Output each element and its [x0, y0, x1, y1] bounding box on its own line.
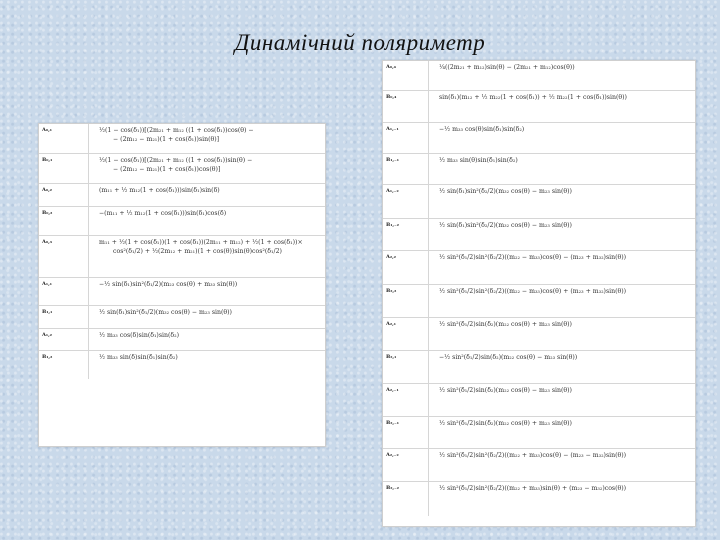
formula-row	[39, 184, 325, 207]
formula-line: ½ m₃₃ sin(θ)sin(δ₁)sin(δ₂)	[439, 157, 518, 164]
formula-row	[39, 154, 325, 184]
formula-row	[383, 449, 695, 482]
coefficient-label: B₂,₂	[383, 285, 429, 317]
coefficient-formula	[429, 482, 695, 516]
formula-line: −½ sin²(δ₁/2)sin(δ₂)(m₂₂ cos(θ) − m₂₃ sin(θ))	[439, 354, 578, 361]
coefficient-formula	[89, 236, 325, 277]
coefficient-formula	[429, 417, 695, 448]
coefficient-label: A₀,₄	[383, 61, 429, 90]
formula-line: ½ sin²(δ₁/2)sin(δ₂)(m₂₂ cos(θ) + m₂₃ sin(θ))	[439, 321, 572, 328]
formula-line: ½(1 − cos(δ₁))[(2m₂₁ + m₁₂ ((1 + cos(δ₁))cos(θ) −	[99, 127, 254, 134]
formula-row	[383, 384, 695, 417]
formula-line: ½(1 − cos(δ₁))[(2m₂₁ + m₁₂ ((1 + cos(δ₁))sin(θ) −	[99, 157, 253, 164]
formula-line: −½ m₃₃ cos(θ)sin(δ₁)sin(δ₂)	[439, 126, 525, 133]
coefficient-label: A₀,₁	[39, 124, 89, 153]
formula-line: ¼((2m₂₁ + m₁₂)sin(θ) − (2m₂₁ + m₁₂)cos(θ))	[439, 64, 575, 71]
coefficient-formula	[429, 384, 695, 416]
coefficient-label: B₀,₂	[39, 207, 89, 235]
coefficient-formula	[429, 449, 695, 481]
coefficient-label: A₂,₂	[383, 251, 429, 284]
coefficient-formula	[429, 285, 695, 317]
coefficient-label: A₁,₋₂	[383, 185, 429, 218]
formula-row	[383, 219, 695, 251]
formula-line: (m₁₁ + ½ m₁₂(1 + cos(δ₁)))sin(δ₁)sin(δ)	[99, 187, 220, 194]
coefficient-formula	[89, 306, 325, 328]
formula-line: − (2m₁₂ − m₂₁)(1 + cos(δ₁))cos(θ)]	[113, 165, 221, 173]
coefficient-label: B₀,₄	[383, 91, 429, 122]
formula-row	[39, 329, 325, 351]
formula-line: ½ sin²(δ₁/2)sin²(δ₂/2)((m₂₂ − m₃₃)cos(θ) − (m₂₃ + m₃₂)sin(θ))	[439, 254, 627, 261]
coefficient-formula	[429, 61, 695, 90]
formula-line: ½ sin(δ₁)sin²(δ₂/2)(m₃₂ cos(θ) − m₂₃ sin(θ))	[439, 222, 572, 229]
coefficient-formula	[89, 351, 325, 379]
coefficient-label: B₂,₁	[383, 351, 429, 383]
formula-line: ½ sin(δ₁)sin²(δ₁/2)(m₃₂ cos(θ) − m₂₃ sin(θ))	[99, 309, 232, 316]
coefficient-formula	[89, 154, 325, 183]
formula-row	[39, 306, 325, 329]
formula-line: −½ sin(δ₁)sin²(δ₁/2)(m₂₃ cos(θ) + m₃₃ sin(θ))	[99, 281, 238, 288]
coefficient-formula	[429, 91, 695, 122]
coefficient-formula	[429, 351, 695, 383]
formula-row	[383, 318, 695, 351]
formula-line: −(m₁₁ + ½ m₁₂(1 + cos(δ₁)))sin(δ₁)cos(δ)	[99, 210, 227, 217]
coefficient-formula	[429, 251, 695, 284]
coefficient-formula	[89, 124, 325, 153]
coefficient-label: A₂,₋₂	[383, 449, 429, 481]
formula-line: sin(δ₁)(m₁₂ + ½ m₂₂(1 + cos(δ₁)) + ½ m₂₂(1 + cos(δ₁))sin(θ))	[439, 94, 627, 101]
coefficient-label: A₀,₃	[39, 236, 89, 277]
formula-line: ½ sin²(δ₁/2)sin²(δ₂/2)((m₂₂ + m₃₃)sin(θ) + (m₂₃ − m₃₂)cos(θ))	[439, 485, 627, 492]
coefficient-label: B₁,₁	[39, 306, 89, 328]
formula-line: ½ sin(δ₁)sin²(δ₂/2)(m₃₂ cos(θ) − m₂₃ sin(θ))	[439, 188, 572, 195]
coefficient-formula	[89, 184, 325, 206]
formula-line: m₁₁ + ½(1 + cos(δ₁))(1 + cos(δ₁))(2m₁₁ + m₁₂) + ½(1 + cos(δ₁))×	[99, 239, 303, 246]
formula-row	[383, 91, 695, 123]
formula-row	[383, 251, 695, 285]
formula-line: ½ sin²(δ₁/2)sin²(δ₂/2)((m₂₂ − m₃₃)cos(θ) + (m₂₃ + m₃₂)sin(θ))	[439, 288, 627, 295]
coefficient-label: A₂,₁	[383, 318, 429, 350]
coefficient-label: A₁,₋₁	[383, 123, 429, 153]
coefficient-label: A₁,₂	[39, 329, 89, 350]
coefficient-formula	[89, 207, 325, 235]
formula-line: cos²(δ₁/2) + ½(2m₁₂ + m₂₁)(1 + cos(θ))sin(θ)cos²(δ₁/2)	[113, 247, 282, 255]
left-formula-table	[38, 123, 326, 447]
formula-row	[383, 351, 695, 384]
formula-line: − (2m₁₂ − m₂₁)(1 + cos(δ₁))sin(θ)]	[113, 135, 220, 143]
coefficient-label: A₁,₁	[39, 278, 89, 305]
formula-row	[383, 185, 695, 219]
coefficient-formula	[429, 123, 695, 153]
formula-row	[383, 123, 695, 154]
coefficient-formula	[429, 219, 695, 250]
formula-row	[383, 154, 695, 185]
coefficient-label: B₁,₋₂	[383, 219, 429, 250]
coefficient-formula	[429, 185, 695, 218]
formula-row	[39, 236, 325, 278]
formula-row	[383, 417, 695, 449]
coefficient-label: A₂,₋₁	[383, 384, 429, 416]
coefficient-label: B₂,₋₂	[383, 482, 429, 516]
formula-row	[383, 482, 695, 516]
formula-row	[39, 124, 325, 154]
formula-row	[383, 61, 695, 91]
coefficient-label: B₀,₁	[39, 154, 89, 183]
formula-line: ½ m₃₃ sin(δ)sin(δ₁)sin(δ₂)	[99, 354, 178, 361]
formula-row	[39, 351, 325, 379]
coefficient-label: B₁,₂	[39, 351, 89, 379]
slide-title: Динамічний поляриметр	[234, 30, 486, 55]
coefficient-label: A₀,₂	[39, 184, 89, 206]
coefficient-label: B₁,₋₁	[383, 154, 429, 184]
formula-line: ½ sin²(δ₁/2)sin(δ₂)(m₂₂ cos(θ) − m₂₃ sin(θ))	[439, 387, 572, 394]
coefficient-formula	[429, 318, 695, 350]
coefficient-formula	[89, 329, 325, 350]
coefficient-formula	[429, 154, 695, 184]
coefficient-formula	[89, 278, 325, 305]
formula-line: ½ m₃₃ cos(δ)sin(δ₁)sin(δ₂)	[99, 332, 180, 339]
coefficient-label: B₂,₋₁	[383, 417, 429, 448]
formula-line: ½ sin²(δ₁/2)sin²(δ₂/2)((m₂₂ + m₃₃)cos(θ) − (m₂₃ − m₃₂)sin(θ))	[439, 452, 627, 459]
right-formula-table	[382, 60, 696, 527]
formula-row	[39, 207, 325, 236]
formula-row	[39, 278, 325, 306]
formula-line: ½ sin²(δ₁/2)sin(δ₂)(m₂₂ cos(θ) + m₂₃ sin(θ))	[439, 420, 572, 427]
formula-row	[383, 285, 695, 318]
